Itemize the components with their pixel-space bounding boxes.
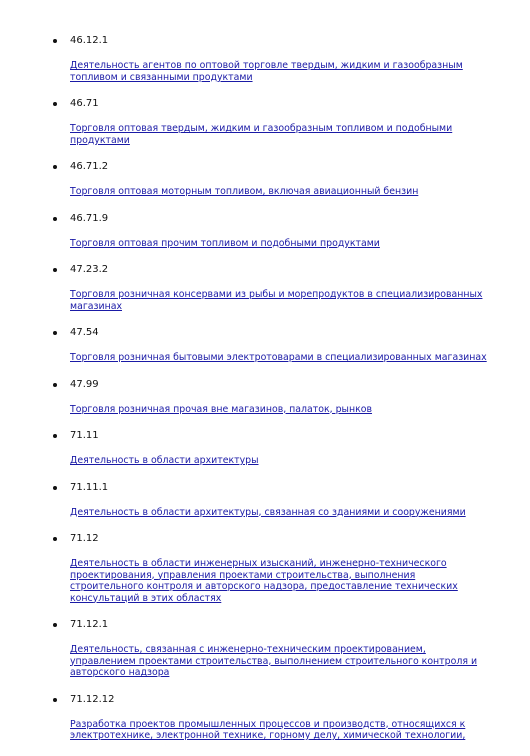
- activity-description-link[interactable]: Деятельность в области инженерных изысканий, инженерно-технического проектирования, управления проектами строительства, выполнения строительного контроля и авторского надзора, предоставление технических консультаций в этих областях: [70, 558, 458, 604]
- activity-code: 46.71.2: [70, 161, 109, 172]
- list-item: [0, 481, 530, 519]
- activity-code: 71.12.1: [70, 619, 109, 630]
- list-item: [0, 263, 530, 312]
- activity-description-link[interactable]: Торговля оптовая моторным топливом, включая авиационный бензин: [70, 186, 419, 197]
- bullet-icon: [53, 383, 57, 387]
- bullet-icon: [53, 698, 57, 702]
- activity-description-link[interactable]: Разработка проектов промышленных процессов и производств, относящихся к электротехнике, электронной технике, горному делу, химической технологии,: [70, 718, 466, 741]
- bullet-icon: [53, 165, 57, 169]
- activity-description-link[interactable]: Деятельность в области архитектуры, связанная со зданиями и сооружениями: [70, 506, 466, 518]
- bullet-icon: [53, 486, 57, 490]
- activity-description-link[interactable]: Деятельность, связанная с инженерно-техническим проектированием, управлением проектами строительства, выполнением строительного контроля и авторского надзора: [70, 644, 478, 678]
- bullet-icon: [53, 537, 57, 541]
- bullet-icon: [53, 434, 57, 438]
- list-item: [0, 693, 530, 742]
- bullet-icon: [53, 268, 57, 272]
- activity-code: 46.12.1: [70, 35, 109, 46]
- activity-code: 71.11.1: [70, 481, 109, 493]
- activity-code: 46.71: [70, 98, 99, 109]
- list-item: [0, 378, 530, 416]
- bullet-icon: [53, 102, 57, 106]
- activity-description-link[interactable]: Деятельность в области архитектуры: [70, 455, 259, 466]
- list-item: [0, 97, 530, 146]
- list-item: [0, 212, 530, 250]
- list-item: [0, 618, 530, 679]
- activity-code: 47.23.2: [70, 264, 109, 275]
- activity-description-link[interactable]: Деятельность агентов по оптовой торговле твердым, жидким и газообразным топливом и связанными продуктами: [70, 60, 463, 83]
- activity-code: 71.12: [70, 533, 99, 544]
- list-item: [0, 326, 530, 364]
- activity-code: 46.71.9: [70, 212, 109, 224]
- list-item: [0, 160, 530, 198]
- activity-code: 47.54: [70, 327, 99, 338]
- activity-code: 47.99: [70, 378, 99, 390]
- list-item: [0, 429, 530, 467]
- activity-code: 71.11: [70, 430, 99, 441]
- list-item: [0, 532, 530, 604]
- bullet-icon: [53, 623, 57, 627]
- activity-description-link[interactable]: Торговля розничная бытовыми электротоварами в специализированных магазинах: [70, 352, 487, 363]
- activity-code: 71.12.12: [70, 693, 115, 705]
- activity-description-link[interactable]: Торговля розничная консервами из рыбы и морепродуктов в специализированных магазинах: [70, 289, 483, 312]
- bullet-icon: [53, 331, 57, 335]
- activity-description-link[interactable]: Торговля розничная прочая вне магазинов, палаток, рынков: [70, 403, 373, 415]
- bullet-icon: [53, 217, 57, 221]
- activity-code-list: [0, 34, 530, 756]
- activity-description-link[interactable]: Торговля оптовая твердым, жидким и газообразным топливом и подобными продуктами: [70, 123, 453, 146]
- bullet-icon: [53, 39, 57, 43]
- list-item: [0, 34, 530, 83]
- activity-description-link[interactable]: Торговля оптовая прочим топливом и подобными продуктами: [70, 237, 380, 249]
